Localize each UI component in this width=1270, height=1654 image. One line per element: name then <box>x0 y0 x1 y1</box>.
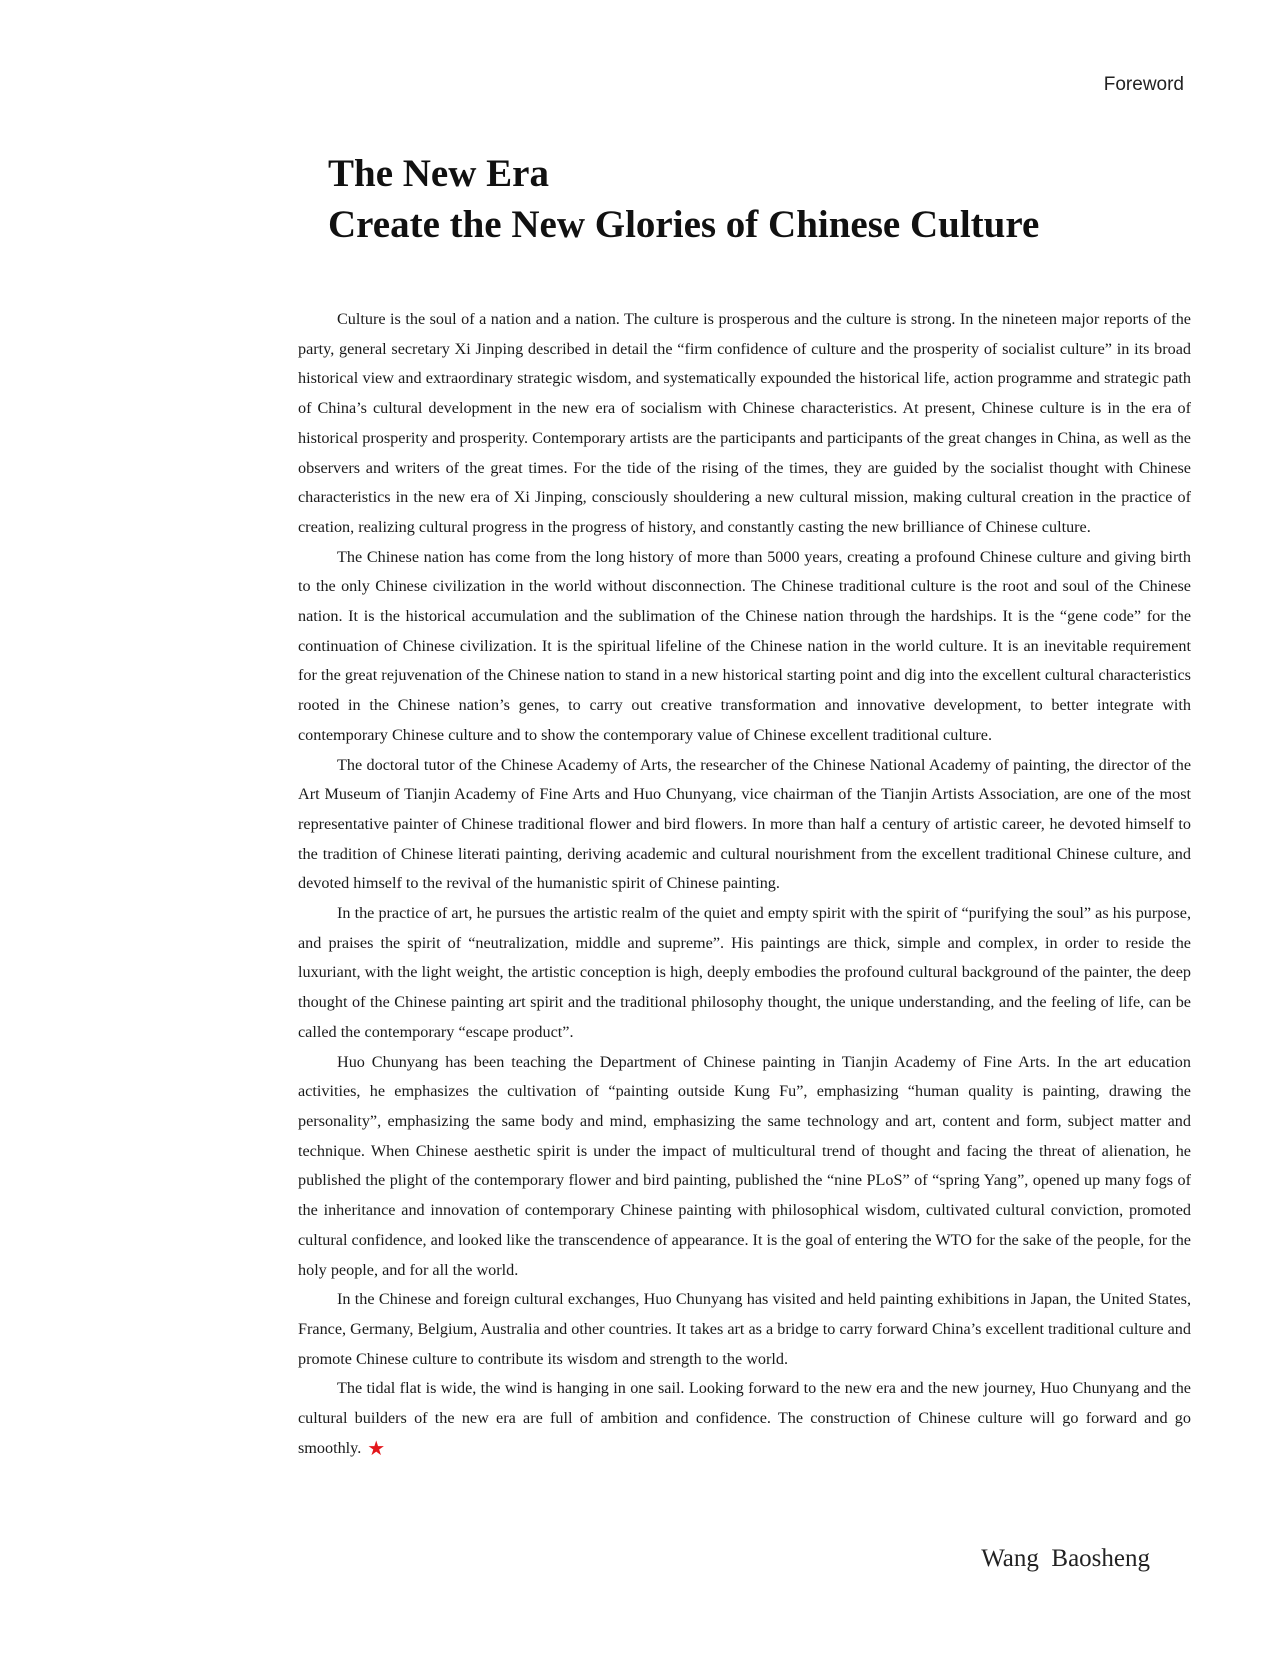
paragraph-5: Huo Chunyang has been teaching the Department of Chinese painting in Tianjin Academy of Fine Arts. In the art education activities, he emphasizes the cultivation of “painting outside Kung Fu”, emphasizing “human quality is painting, drawing the personality”, emphasizing the same body and mind, emphasizing the same technology and art, content and form, subject matter and technique. When Chinese aesthetic spirit is under the impact of multicultural trend of thought and facing the threat of alienation, he published the plight of the contemporary flower and bird painting, published the “nine PLoS” of “spring Yang”, opened up many fogs of the inheritance and innovation of contemporary Chinese painting with philosophical wisdom, cultivated cultural conviction, promoted cultural confidence, and looked like the transcendence of appearance. It is the goal of entering the WTO for the sake of the people, for the holy people, and for all the world. <box>298 1052 1191 1279</box>
paragraph-1: Culture is the soul of a nation and a nation. The culture is prosperous and the culture is strong. In the nineteen major reports of the party, general secretary Xi Jinping described in detail the “firm confidence of culture and the prosperity of socialist culture” in its broad historical view and extraordinary strategic wisdom, and systematically expounded the historical life, action programme and strategic path of China’s cultural development in the new era of socialism with Chinese characteristics. At present, Chinese culture is in the era of historical prosperity and prosperity. Contemporary artists are the participants and participants of the great changes in China, as well as the observers and writers of the great times. For the tide of the rising of the times, they are guided by the socialist thought with Chinese characteristics in the new era of Xi Jinping, consciously shouldering a new cultural mission, making cultural creation in the practice of creation, realizing cultural progress in the progress of history, and constantly casting the new brilliance of Chinese culture. <box>298 310 1191 536</box>
paragraph-4: In the practice of art, he pursues the artistic realm of the quiet and empty spirit with the spirit of “purifying the soul” as his purpose, and praises the spirit of “neutralization, middle and supreme”. His paintings are thick, simple and complex, in order to reside the luxuriant, with the light weight, the artistic conception is high, deeply embodies the profound cultural background of the painter, the deep thought of the Chinese painting art spirit and the traditional philosophy thought, the unique understanding, and the feeling of life, can be called the contemporary “escape product”. <box>298 904 1191 1041</box>
paragraph-7: The tidal flat is wide, the wind is hanging in one sail. Looking forward to the new era and the new journey, Huo Chunyang and the cultural builders of the new era are full of ambition and confidence. The construction of Chinese culture will go forward and go smoothly. <box>298 1379 1191 1457</box>
paragraph-3: The doctoral tutor of the Chinese Academy of Arts, the researcher of the Chinese National Academy of painting, the director of the Art Museum of Tianjin Academy of Fine Arts and Huo Chunyang, vice chairman of the Tianjin Artists Association, are one of the most representative painter of Chinese traditional flower and bird flowers. In more than half a century of artistic career, he devoted himself to the tradition of Chinese literati painting, deriving academic and cultural nourishment from the excellent traditional Chinese culture, and devoted himself to the revival of the humanistic spirit of Chinese painting. <box>298 755 1191 893</box>
author-signature: Wang Baosheng <box>981 1545 1150 1572</box>
paragraph-7-wrapper <box>298 1374 1191 1463</box>
title-line-1: The New Era <box>328 152 549 195</box>
page-title <box>328 148 1039 250</box>
paragraph-2: The Chinese nation has come from the long history of more than 5000 years, creating a profound Chinese culture and giving birth to the only Chinese civilization in the world without disconnection. The Chinese traditional culture is the root and soul of the Chinese nation. It is the historical accumulation and the sublimation of the Chinese nation through the hardships. It is the “gene code” for the continuation of Chinese civilization. It is the spiritual lifeline of the Chinese nation in the world culture. It is an inevitable requirement for the great rejuvenation of the Chinese nation to stand in a new historical starting point and dig into the excellent cultural characteristics rooted in the Chinese nation’s genes, to carry out creative transformation and innovative development, to better integrate with contemporary Chinese culture and to show the contemporary value of Chinese excellent traditional culture. <box>298 547 1191 744</box>
paragraph-6: In the Chinese and foreign cultural exchanges, Huo Chunyang has visited and held painting exhibitions in Japan, the United States, France, Germany, Belgium, Australia and other countries. It takes art as a bridge to carry forward China’s excellent traditional culture and promote Chinese culture to contribute its wisdom and strength to the world. <box>298 1290 1191 1368</box>
foreword-body <box>298 305 1191 1463</box>
section-label: Foreword <box>1103 74 1184 95</box>
title-line-2: Create the New Glories of Chinese Culture <box>328 203 1040 246</box>
red-star-icon: ★ <box>367 1435 386 1460</box>
